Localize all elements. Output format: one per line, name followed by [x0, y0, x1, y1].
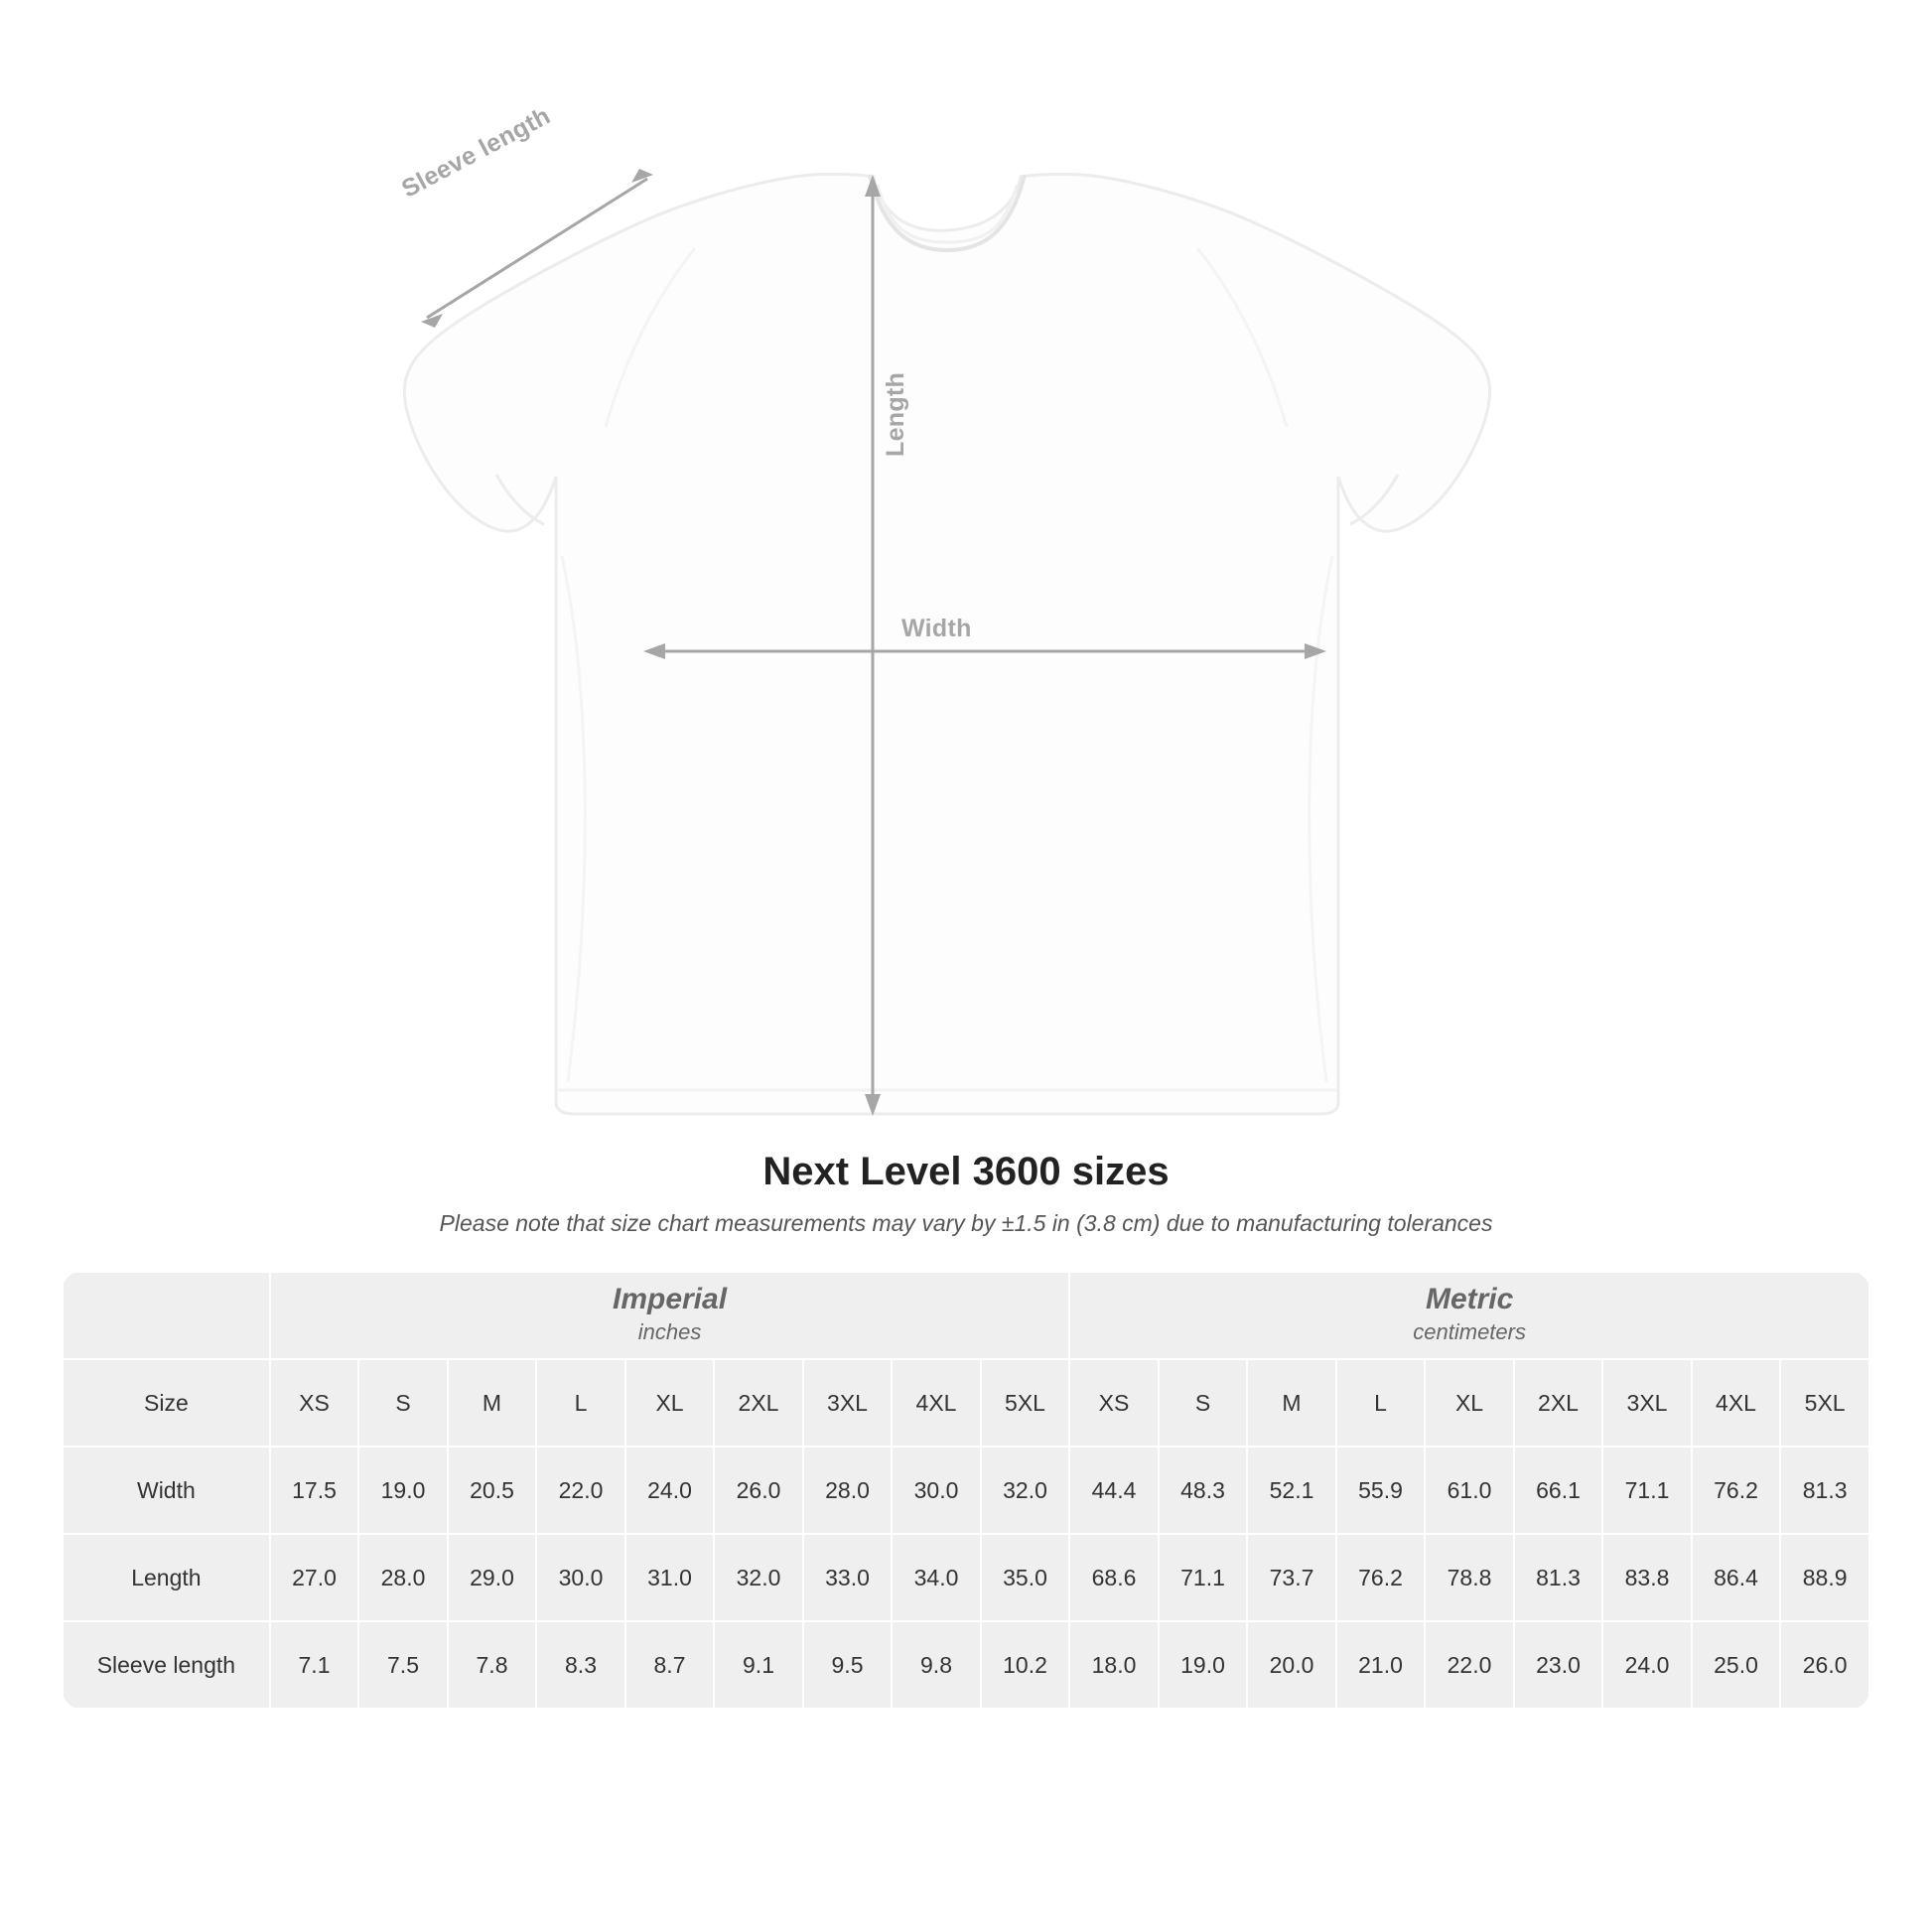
length-label: Length: [882, 371, 909, 457]
cell-width-imperial-s: 19.0: [359, 1448, 447, 1533]
table-row: [64, 1535, 1868, 1620]
metric-group-header: [1070, 1273, 1868, 1358]
cell-sleeve-imperial-5xl: 10.2: [982, 1622, 1069, 1708]
cell-length-imperial-m: 29.0: [449, 1535, 536, 1620]
cell-length-metric-xs: 68.6: [1070, 1535, 1158, 1620]
cell-sleeve-imperial-xs: 7.1: [271, 1622, 358, 1708]
cell-length-imperial-s: 28.0: [359, 1535, 447, 1620]
tolerance-note: Please note that size chart measurements may vary by ±1.5 in (3.8 cm) due to manufacturing tolerances: [439, 1210, 1493, 1236]
cell-sleeve-metric-5xl: 26.0: [1781, 1622, 1868, 1708]
size-header-imperial-s: S: [359, 1360, 447, 1446]
size-header-imperial-m: M: [449, 1360, 536, 1446]
imperial-system-label: Imperial: [612, 1283, 728, 1316]
cell-length-imperial-xs: 27.0: [271, 1535, 358, 1620]
cell-width-metric-3xl: 71.1: [1603, 1448, 1691, 1533]
size-header-metric-4xl: 4XL: [1693, 1360, 1780, 1446]
cell-length-imperial-xl: 31.0: [626, 1535, 714, 1620]
cell-sleeve-metric-2xl: 23.0: [1515, 1622, 1602, 1708]
cell-width-metric-l: 55.9: [1337, 1448, 1425, 1533]
table-row-units: [64, 1273, 1868, 1358]
cell-length-metric-m: 73.7: [1248, 1535, 1335, 1620]
cell-width-imperial-3xl: 28.0: [804, 1448, 892, 1533]
cell-length-metric-l: 76.2: [1337, 1535, 1425, 1620]
size-header-metric-3xl: 3XL: [1603, 1360, 1691, 1446]
units-corner-cell: [64, 1273, 269, 1358]
size-header-metric-5xl: 5XL: [1781, 1360, 1868, 1446]
size-header-metric-xl: XL: [1426, 1360, 1513, 1446]
size-header-imperial-3xl: 3XL: [804, 1360, 892, 1446]
cell-width-imperial-m: 20.5: [449, 1448, 536, 1533]
row-label-length: Length: [64, 1535, 269, 1620]
cell-width-imperial-xs: 17.5: [271, 1448, 358, 1533]
size-header-metric-xs: XS: [1070, 1360, 1158, 1446]
cell-sleeve-metric-xs: 18.0: [1070, 1622, 1158, 1708]
cell-length-imperial-2xl: 32.0: [715, 1535, 802, 1620]
title-block: [0, 1150, 1932, 1237]
cell-sleeve-metric-l: 21.0: [1337, 1622, 1425, 1708]
sleeve-length-label: Sleeve length: [397, 101, 555, 204]
imperial-unit-label: inches: [637, 1318, 702, 1344]
table-row: [64, 1448, 1868, 1533]
tshirt-shape: [404, 174, 1489, 1114]
cell-width-metric-s: 48.3: [1160, 1448, 1247, 1533]
cell-sleeve-imperial-3xl: 9.5: [804, 1622, 892, 1708]
size-header-metric-s: S: [1160, 1360, 1247, 1446]
cell-sleeve-imperial-m: 7.8: [449, 1622, 536, 1708]
table-row: [64, 1622, 1868, 1708]
cell-width-metric-5xl: 81.3: [1781, 1448, 1868, 1533]
metric-unit-label: centimeters: [1413, 1318, 1526, 1344]
width-label: Width: [901, 615, 972, 642]
cell-length-metric-2xl: 81.3: [1515, 1535, 1602, 1620]
cell-width-imperial-5xl: 32.0: [982, 1448, 1069, 1533]
size-header-metric-m: M: [1248, 1360, 1335, 1446]
cell-sleeve-metric-xl: 22.0: [1426, 1622, 1513, 1708]
size-header-imperial-xl: XL: [626, 1360, 714, 1446]
cell-sleeve-imperial-4xl: 9.8: [893, 1622, 980, 1708]
cell-width-imperial-l: 22.0: [537, 1448, 624, 1533]
cell-sleeve-metric-3xl: 24.0: [1603, 1622, 1691, 1708]
size-header-imperial-xs: XS: [271, 1360, 358, 1446]
size-header-imperial-l: L: [537, 1360, 624, 1446]
row-label-width: Width: [64, 1448, 269, 1533]
cell-length-imperial-l: 30.0: [537, 1535, 624, 1620]
cell-width-metric-xs: 44.4: [1070, 1448, 1158, 1533]
cell-length-imperial-5xl: 35.0: [982, 1535, 1069, 1620]
cell-width-imperial-xl: 24.0: [626, 1448, 714, 1533]
cell-length-metric-3xl: 83.8: [1603, 1535, 1691, 1620]
cell-sleeve-imperial-s: 7.5: [359, 1622, 447, 1708]
cell-length-imperial-3xl: 33.0: [804, 1535, 892, 1620]
size-header-imperial-4xl: 4XL: [893, 1360, 980, 1446]
cell-width-metric-2xl: 66.1: [1515, 1448, 1602, 1533]
cell-sleeve-imperial-xl: 8.7: [626, 1622, 714, 1708]
page-title: Next Level 3600 sizes: [762, 1150, 1170, 1193]
size-header-imperial-2xl: 2XL: [715, 1360, 802, 1446]
cell-width-imperial-4xl: 30.0: [893, 1448, 980, 1533]
cell-sleeve-imperial-2xl: 9.1: [715, 1622, 802, 1708]
imperial-group-header: [271, 1273, 1069, 1358]
cell-sleeve-imperial-l: 8.3: [537, 1622, 624, 1708]
cell-width-imperial-2xl: 26.0: [715, 1448, 802, 1533]
cell-sleeve-metric-m: 20.0: [1248, 1622, 1335, 1708]
size-header-cell: Size: [64, 1360, 269, 1446]
cell-width-metric-4xl: 76.2: [1693, 1448, 1780, 1533]
size-header-metric-l: L: [1337, 1360, 1425, 1446]
cell-sleeve-metric-4xl: 25.0: [1693, 1622, 1780, 1708]
size-header-metric-2xl: 2XL: [1515, 1360, 1602, 1446]
metric-system-label: Metric: [1425, 1283, 1514, 1316]
row-label-sleeve-length: Sleeve length: [64, 1622, 269, 1708]
table-row-sizes: [64, 1360, 1868, 1446]
cell-length-metric-5xl: 88.9: [1781, 1535, 1868, 1620]
size-header-imperial-5xl: 5XL: [982, 1360, 1069, 1446]
cell-width-metric-xl: 61.0: [1426, 1448, 1513, 1533]
size-table-wrapper: [62, 1271, 1870, 1710]
cell-length-metric-s: 71.1: [1160, 1535, 1247, 1620]
cell-length-metric-4xl: 86.4: [1693, 1535, 1780, 1620]
cell-length-metric-xl: 78.8: [1426, 1535, 1513, 1620]
cell-sleeve-metric-s: 19.0: [1160, 1622, 1247, 1708]
cell-length-imperial-4xl: 34.0: [893, 1535, 980, 1620]
cell-width-metric-m: 52.1: [1248, 1448, 1335, 1533]
size-table: [62, 1271, 1870, 1710]
